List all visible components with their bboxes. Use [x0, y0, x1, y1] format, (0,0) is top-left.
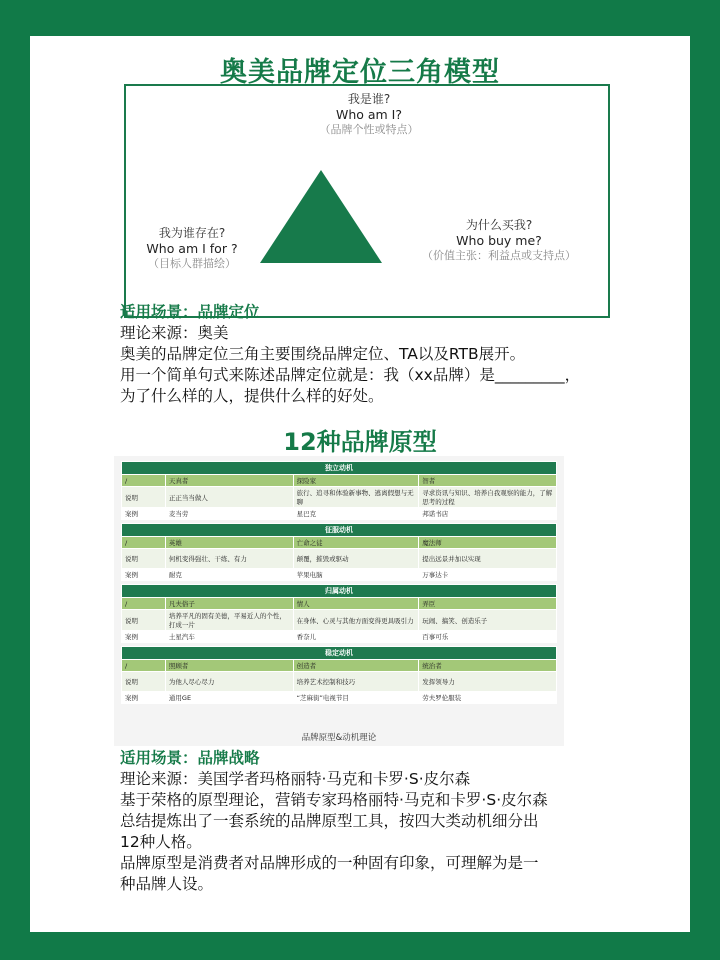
table-cell: 说明 [122, 549, 166, 569]
label-right [394, 218, 604, 263]
archetype-case-row [122, 692, 557, 704]
archetype-table [121, 461, 557, 704]
section-strategy-line: 总结提炼出了一套系统的品牌原型工具，按四大类动机细分出 [120, 812, 539, 830]
label-top-zh: 我是谁? [347, 92, 391, 106]
label-top-hint: （品牌个性或特点） [319, 123, 419, 136]
table-cell: 万事达卡 [419, 569, 557, 581]
table-cell: 玩闹、搞笑、创造乐子 [419, 610, 557, 631]
table-cell: 培养艺术控制和技巧 [293, 672, 419, 692]
archetype-desc-row [122, 549, 557, 569]
table-cell: 说明 [122, 672, 166, 692]
section-positioning-line: 为了什么样的人，提供什么样的好处。 [120, 387, 384, 405]
motive-group-row [122, 647, 557, 660]
archetype-desc-row [122, 610, 557, 631]
table-cell: 提出远景并加以实现 [419, 549, 557, 569]
section-strategy-line: 12种人格。 [120, 833, 202, 851]
triangle-shape [260, 170, 382, 263]
label-left-zh: 我为谁存在? [158, 226, 226, 240]
archetype-desc-row [122, 487, 557, 508]
table-cell: 情人 [293, 598, 419, 610]
motive-group-row [122, 524, 557, 537]
archetype-case-row [122, 569, 557, 581]
table-cell: 百事可乐 [419, 631, 557, 643]
table-cell: 案例 [122, 508, 166, 520]
section-positioning [120, 302, 680, 407]
archetype-header-row [122, 475, 557, 487]
table-caption: 品牌原型&动机理论 [301, 733, 377, 743]
archetype-header-row [122, 598, 557, 610]
label-left-en: Who am I for ? [146, 241, 238, 256]
archetype-case-row [122, 508, 557, 520]
label-right-hint: （价值主张：利益点或支持点） [422, 249, 576, 262]
section-title-archetypes: 12种品牌原型 [283, 428, 437, 456]
table-cell: 土星汽车 [165, 631, 293, 643]
table-cell: 香奈儿 [293, 631, 419, 643]
motive-group-name: 独立动机 [122, 462, 557, 475]
table-cell: / [122, 475, 166, 487]
table-cell: 英雄 [165, 537, 293, 549]
section-strategy-line: 理论来源：美国学者玛格丽特·马克和卡罗·S·皮尔森 [120, 770, 471, 788]
page-title: 奥美品牌定位三角模型 [220, 57, 500, 88]
table-cell: 星巴克 [293, 508, 419, 520]
label-left [132, 226, 252, 271]
section-strategy-line: 种品牌人设。 [120, 875, 214, 893]
table-cell: 颠覆，摧毁或驱动 [293, 549, 419, 569]
table-cell: 智者 [419, 475, 557, 487]
label-left-hint: （目标人群描绘） [148, 257, 236, 270]
table-cell: 案例 [122, 631, 166, 643]
motive-group-name: 稳定动机 [122, 647, 557, 660]
label-top [269, 92, 469, 137]
table-cell: 天真者 [165, 475, 293, 487]
table-cell: 正正当当做人 [165, 487, 293, 508]
table-cell: 在身体、心灵与其他方面变得更具吸引力 [293, 610, 419, 631]
table-cell: 耐克 [165, 569, 293, 581]
content-card [30, 36, 690, 932]
label-right-zh: 为什么买我? [465, 218, 533, 232]
motive-group-name: 征服动机 [122, 524, 557, 537]
table-cell: 苹果电脑 [293, 569, 419, 581]
table-cell: 何机变得强壮、干练、有力 [165, 549, 293, 569]
label-right-en: Who buy me? [456, 233, 542, 248]
section-positioning-line: 奥美的品牌定位三角主要围绕品牌定位、TA以及RTB展开。 [120, 345, 526, 363]
label-top-en: Who am I? [335, 107, 403, 122]
table-cell: 魔法师 [419, 537, 557, 549]
section-strategy-line: 基于荣格的原型理论，营销专家玛格丽特·马克和卡罗·S·皮尔森 [120, 791, 548, 809]
table-cell: 劳夫罗伦服装 [419, 692, 557, 704]
motive-group-row [122, 585, 557, 598]
table-cell: 为他人尽心尽力 [165, 672, 293, 692]
table-cell: / [122, 660, 166, 672]
table-cell: 发挥领导力 [419, 672, 557, 692]
table-cell: “芝麻街”电视节目 [293, 692, 419, 704]
archetype-desc-row [122, 672, 557, 692]
table-cell: 凡夫俗子 [165, 598, 293, 610]
table-cell: / [122, 598, 166, 610]
table-cell: 寻求资讯与知识、培养自我观察的能力，了解思考的过程 [419, 487, 557, 508]
table-cell: / [122, 537, 166, 549]
table-cell: 旅行、追寻和体验新事物、逃离假想与无聊 [293, 487, 419, 508]
triangle-model-box [124, 84, 610, 318]
table-cell: 亡命之徒 [293, 537, 419, 549]
section-strategy-head: 适用场景：品牌战略 [120, 749, 260, 767]
section-strategy [120, 748, 680, 895]
archetype-header-row [122, 660, 557, 672]
motive-group-name: 归属动机 [122, 585, 557, 598]
table-cell: 创造者 [293, 660, 419, 672]
archetype-case-row [122, 631, 557, 643]
table-cell: 邦诺书店 [419, 508, 557, 520]
table-cell: 通用GE [165, 692, 293, 704]
table-cell: 案例 [122, 569, 166, 581]
section-positioning-head: 适用场景：品牌定位 [120, 303, 260, 321]
table-cell: 弄臣 [419, 598, 557, 610]
table-cell: 案例 [122, 692, 166, 704]
section-positioning-line: 理论来源：奥美 [120, 324, 229, 342]
table-cell: 探险家 [293, 475, 419, 487]
motive-group-row [122, 462, 557, 475]
table-cell: 统治者 [419, 660, 557, 672]
table-cell: 培养平凡的固有美德，平易近人的个性，打成一片 [165, 610, 293, 631]
table-cell: 说明 [122, 610, 166, 631]
section-positioning-line: 用一个简单句式来陈述品牌定位就是：我（xx品牌）是_________， [120, 366, 581, 384]
table-cell: 说明 [122, 487, 166, 508]
archetype-header-row [122, 537, 557, 549]
table-cell: 麦当劳 [165, 508, 293, 520]
section-strategy-line: 品牌原型是消费者对品牌形成的一种固有印象，可理解为是一 [120, 854, 539, 872]
archetype-table-image [114, 456, 564, 746]
table-cell: 照顾者 [165, 660, 293, 672]
